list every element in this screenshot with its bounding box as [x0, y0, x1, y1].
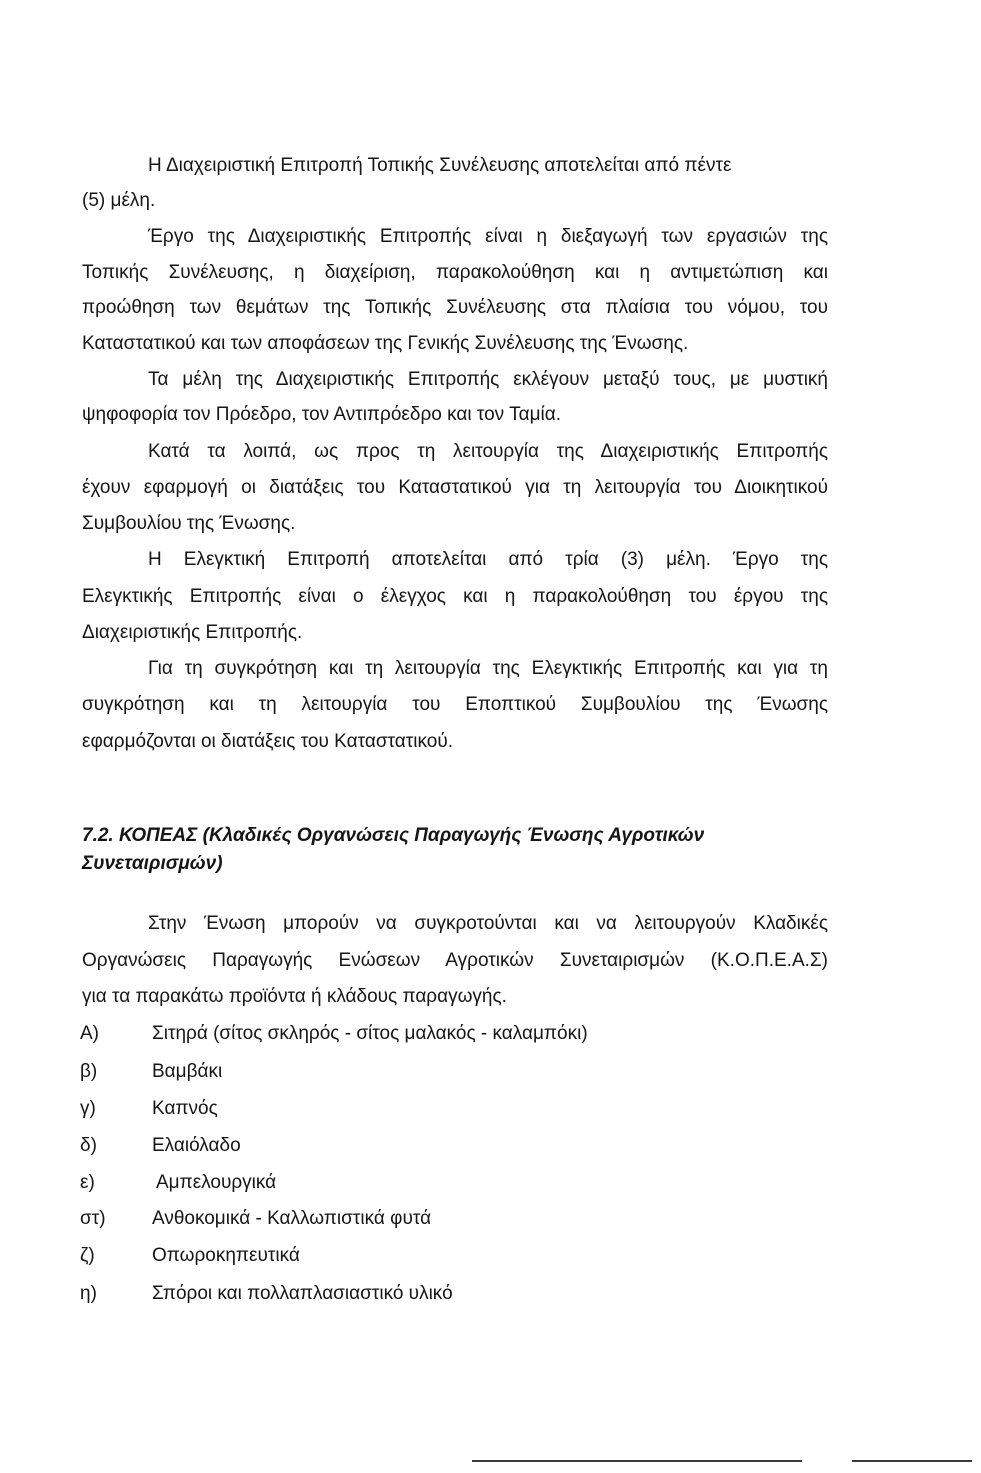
section-intro-line-1: Στην Ένωση μπορούν να συγκροτούνται και να λειτουργούν Κλαδικές: [148, 913, 828, 934]
p4-line-3: Συμβουλίου της Ένωσης.: [82, 513, 296, 534]
p6-line-3: εφαρμόζονται οι διατάξεις του Καταστατικού.: [82, 731, 453, 752]
list-item-label: ζ): [80, 1245, 95, 1266]
section-intro-line-3: για τα παρακάτω προϊόντα ή κλάδους παραγωγής.: [82, 986, 507, 1007]
footer-divider: [852, 1460, 972, 1462]
list-item-label: Α): [80, 1023, 99, 1044]
p3-line-2: ψηφοφορία τον Πρόεδρο, τον Αντιπρόεδρο και τον Ταμία.: [82, 404, 562, 425]
p5-line-2: Ελεγκτικής Επιτροπής είναι ο έλεγχος και η παρακολούθηση του έργου της: [82, 586, 828, 607]
list-item-text: Οπωροκηπευτικά: [152, 1245, 300, 1266]
list-item-label: η): [80, 1283, 97, 1304]
p6-line-1: Για τη συγκρότηση και τη λειτουργία της Ελεγκτικής Επιτροπής και για τη: [148, 658, 828, 679]
p4-line-2: έχουν εφαρμογή οι διατάξεις του Καταστατικού για τη λειτουργία του Διοικητικού: [82, 477, 828, 498]
list-item-text: Ελαιόλαδο: [152, 1135, 241, 1156]
list-item-label: β): [80, 1061, 98, 1082]
p5-line-3: Διαχειριστικής Επιτροπής.: [82, 622, 303, 643]
list-item-label: γ): [80, 1098, 96, 1119]
section-heading-line-2: Συνεταιρισμών): [82, 853, 223, 874]
p1-line-2: (5) μέλη.: [82, 190, 156, 211]
p2-line-4: Καταστατικού και των αποφάσεων της Γενικής Συνέλευσης της Ένωσης.: [82, 333, 689, 354]
p1-line-1: Η Διαχειριστική Επιτροπή Τοπικής Συνέλευσης αποτελείται από πέντε: [148, 155, 732, 176]
list-item-text: Σιτηρά (σίτος σκληρός - σίτος μαλακός - καλαμπόκι): [152, 1023, 588, 1044]
list-item-text: Καπνός: [152, 1098, 218, 1119]
list-item-text: Αμπελουργικά: [156, 1172, 277, 1193]
p2-line-1: Έργο της Διαχειριστικής Επιτροπής είναι η διεξαγωγή των εργασιών της: [148, 226, 828, 247]
list-item-text: Σπόροι και πολλαπλασιαστικό υλικό: [152, 1283, 453, 1304]
list-item-label: στ): [80, 1208, 106, 1229]
list-item-text: Ανθοκομικά - Καλλωπιστικά φυτά: [152, 1208, 432, 1229]
p5-line-1: Η Ελεγκτική Επιτροπή αποτελείται από τρία (3) μέλη. Έργο της: [148, 549, 828, 570]
list-item-label: ε): [80, 1172, 95, 1193]
footer-divider: [472, 1460, 802, 1462]
section-heading-line-1: 7.2. ΚΟΠΕΑΣ (Κλαδικές Οργανώσεις Παραγωγής Ένωσης Αγροτικών: [82, 825, 705, 846]
list-item-label: δ): [80, 1135, 97, 1156]
list-item-text: Βαμβάκι: [152, 1061, 223, 1082]
p2-line-3: προώθηση των θεμάτων της Τοπικής Συνέλευσης στα πλαίσια του νόμου, του: [82, 297, 828, 318]
p3-line-1: Τα μέλη της Διαχειριστικής Επιτροπής εκλέγουν μεταξύ τους, με μυστική: [148, 369, 828, 390]
section-intro-line-2: Οργανώσεις Παραγωγής Ενώσεων Αγροτικών Συνεταιρισμών (Κ.Ο.Π.Ε.Α.Σ): [82, 950, 828, 971]
p6-line-2: συγκρότηση και τη λειτουργία του Εποπτικού Συμβουλίου της Ένωσης: [82, 694, 828, 715]
p2-line-2: Τοπικής Συνέλευσης, η διαχείριση, παρακολούθηση και η αντιμετώπιση και: [82, 262, 828, 283]
p4-line-1: Κατά τα λοιπά, ως προς τη λειτουργία της Διαχειριστικής Επιτροπής: [148, 441, 828, 462]
